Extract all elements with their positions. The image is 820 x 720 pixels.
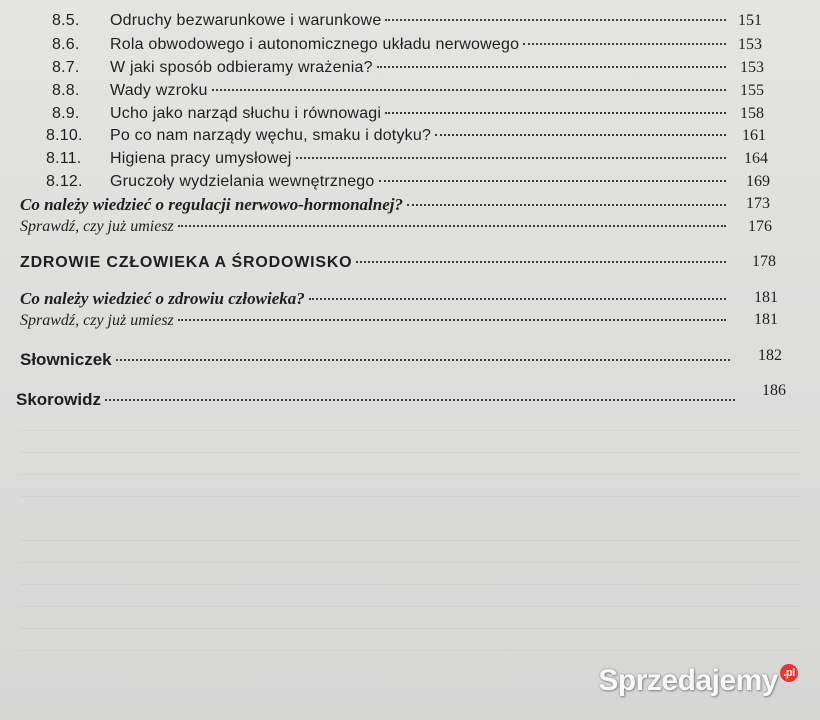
toc-check-1 [20, 218, 732, 236]
entry-title: Higiena pracy umysłowej [110, 150, 292, 167]
toc-check-2 [20, 312, 732, 330]
dot-leader [523, 42, 726, 45]
entry-page: 182 [758, 347, 782, 364]
entry-page: 181 [754, 289, 778, 306]
entry-number: 8.11. [46, 150, 82, 167]
entry-page: 153 [740, 59, 764, 76]
toc-entry-8-12 [46, 173, 732, 191]
entry-page: 153 [738, 36, 762, 53]
entry-page: 155 [740, 82, 764, 99]
entry-number: 8.7. [52, 59, 80, 76]
dot-leader [212, 88, 726, 91]
entry-title: Po co nam narządy węchu, smaku i dotyku? [110, 127, 432, 144]
watermark-suffix: .pl [780, 664, 798, 682]
dot-leader [435, 133, 726, 136]
dot-leader [178, 224, 726, 227]
toc-entry-8-9 [52, 105, 732, 123]
toc-summary-regulation [20, 195, 732, 215]
entry-title: Ucho jako narząd słuchu i równowagi [110, 105, 382, 122]
entry-page: 151 [738, 12, 762, 29]
entry-title: Co należy wiedzieć o regulacji nerwowo-hormonalnej? [20, 195, 403, 214]
entry-title: Rola obwodowego i autonomicznego układu nerwowego [110, 36, 520, 53]
watermark-text: Sprzedajemy [598, 664, 778, 697]
dot-leader [296, 156, 726, 159]
entry-title: W jaki sposób odbieramy wrażenia? [110, 59, 373, 76]
entry-title: Sprawdź, czy już umiesz [20, 312, 174, 329]
entry-number: 8.8. [52, 82, 80, 99]
dot-leader [309, 297, 726, 300]
dot-leader [178, 318, 726, 321]
dot-leader [356, 260, 726, 263]
entry-title: Sprawdź, czy już umiesz [20, 218, 174, 235]
entry-page: 169 [746, 173, 770, 190]
site-watermark [598, 664, 798, 698]
entry-title: Słowniczek [20, 350, 112, 369]
entry-page: 181 [754, 311, 778, 328]
entry-title: Odruchy bezwarunkowe i warunkowe [110, 12, 382, 29]
dot-leader [407, 203, 726, 206]
entry-title: Wady wzroku [110, 82, 208, 99]
dot-leader [379, 179, 727, 182]
toc-entry-8-7 [52, 59, 732, 77]
entry-title: Co należy wiedzieć o zdrowiu człowieka? [20, 289, 305, 308]
toc-entry-8-11 [46, 150, 732, 168]
entry-number: 8.5. [52, 12, 80, 29]
entry-page: 173 [746, 195, 770, 212]
entry-number: 8.12. [46, 173, 83, 190]
entry-page: 176 [748, 218, 772, 235]
dot-leader [385, 18, 726, 21]
dot-leader [116, 358, 730, 361]
entry-page: 158 [740, 105, 764, 122]
toc-entry-8-6 [52, 36, 732, 54]
toc-entry-8-8 [52, 82, 732, 100]
dot-leader [377, 65, 726, 68]
entry-page: 186 [762, 382, 786, 399]
entry-page: 161 [742, 127, 766, 144]
toc-entry-8-10 [46, 127, 732, 145]
entry-title: Skorowidz [16, 390, 102, 409]
chapter-title: ZDROWIE CZŁOWIEKA A ŚRODOWISKO [20, 254, 353, 271]
entry-number: 8.6. [52, 36, 80, 53]
entry-number: 8.10. [46, 127, 83, 144]
dot-leader [105, 398, 735, 401]
dot-leader [385, 111, 726, 114]
toc-glossary [20, 350, 736, 370]
toc-entry-8-5 [52, 12, 732, 30]
toc-chapter-health [20, 254, 732, 272]
toc-index [16, 390, 741, 410]
entry-title: Gruczoły wydzielania wewnętrznego [110, 173, 375, 190]
entry-number: 8.9. [52, 105, 80, 122]
entry-page: 164 [744, 150, 768, 167]
toc-summary-health [20, 289, 732, 309]
entry-page: 178 [752, 253, 776, 270]
